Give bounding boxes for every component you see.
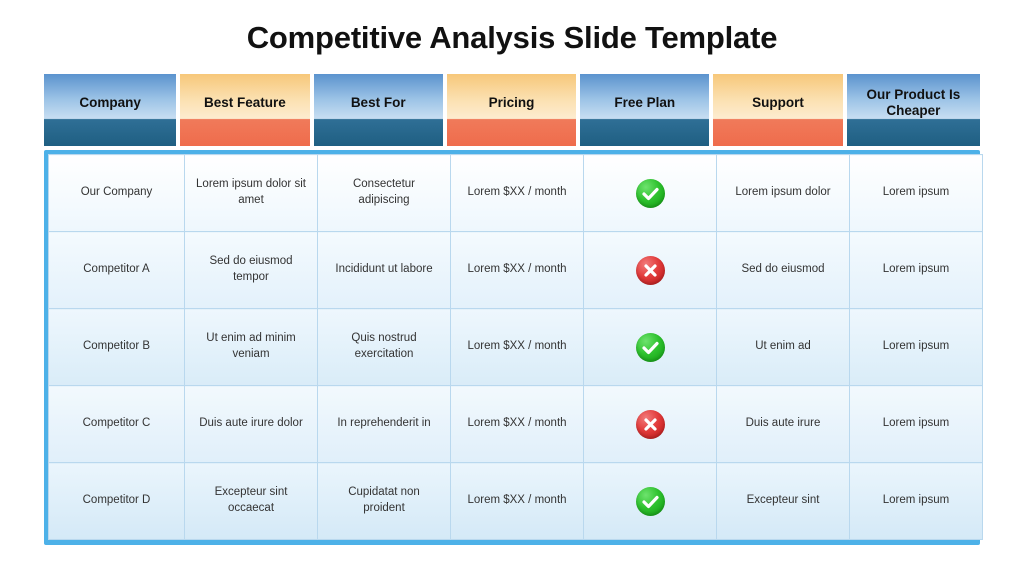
cell-pricing: Lorem $XX / month <box>451 463 584 540</box>
cell-support: Excepteur sint <box>717 463 850 540</box>
column-header-company <box>44 74 180 146</box>
column-header-best-feature <box>180 74 313 146</box>
cell-best-feature: Sed do eiusmod tempor <box>185 232 318 309</box>
cell-best-for: Cupidatat non proident <box>318 463 451 540</box>
cell-free-plan <box>584 232 717 309</box>
cell-pricing: Lorem $XX / month <box>451 386 584 463</box>
column-header-label: Best For <box>350 95 406 111</box>
cell-cheaper: Lorem ipsum <box>850 386 983 463</box>
check-icon <box>636 333 665 362</box>
column-header-cheaper <box>847 74 980 146</box>
column-header-free-plan <box>580 74 713 146</box>
cell-support: Sed do eiusmod <box>717 232 850 309</box>
cell-best-for: Incididunt ut labore <box>318 232 451 309</box>
column-header-best-for <box>314 74 447 146</box>
cell-best-feature: Ut enim ad minim veniam <box>185 309 318 386</box>
page-title: Competitive Analysis Slide Template <box>246 20 778 55</box>
check-icon <box>636 487 665 516</box>
cell-pricing: Lorem $XX / month <box>451 155 584 232</box>
table-row <box>49 463 983 540</box>
cell-support: Lorem ipsum dolor <box>717 155 850 232</box>
cell-company: Competitor A <box>49 232 185 309</box>
cell-pricing: Lorem $XX / month <box>451 309 584 386</box>
table-header-row <box>44 74 980 146</box>
cell-company: Competitor D <box>49 463 185 540</box>
cell-free-plan <box>584 386 717 463</box>
column-header-pricing <box>447 74 580 146</box>
column-header-label: Company <box>79 95 141 111</box>
cell-support: Ut enim ad <box>717 309 850 386</box>
cell-best-feature: Duis aute irure dolor <box>185 386 318 463</box>
cell-best-for: In reprehenderit in <box>318 386 451 463</box>
cell-cheaper: Lorem ipsum <box>850 463 983 540</box>
column-header-label: Free Plan <box>614 95 676 111</box>
table-row <box>49 386 983 463</box>
table-header <box>44 74 980 146</box>
table-row <box>49 309 983 386</box>
cell-company: Competitor C <box>49 386 185 463</box>
cell-free-plan <box>584 155 717 232</box>
cell-best-for: Consectetur adipiscing <box>318 155 451 232</box>
cell-free-plan <box>584 463 717 540</box>
table-body <box>48 154 983 540</box>
column-header-label: Best Feature <box>204 95 286 111</box>
cell-free-plan <box>584 309 717 386</box>
column-header-label: Support <box>752 95 804 111</box>
cell-company: Competitor B <box>49 309 185 386</box>
cross-icon <box>636 256 665 285</box>
cell-best-feature: Excepteur sint occaecat <box>185 463 318 540</box>
cell-support: Duis aute irure <box>717 386 850 463</box>
cell-cheaper: Lorem ipsum <box>850 309 983 386</box>
cross-icon <box>636 410 665 439</box>
cell-pricing: Lorem $XX / month <box>451 232 584 309</box>
cell-best-for: Quis nostrud exercitation <box>318 309 451 386</box>
table-body-frame <box>44 150 980 545</box>
cell-cheaper: Lorem ipsum <box>850 155 983 232</box>
cell-cheaper: Lorem ipsum <box>850 232 983 309</box>
check-icon <box>636 179 665 208</box>
cell-company: Our Company <box>49 155 185 232</box>
column-header-label: Pricing <box>488 95 535 111</box>
column-header-label: Our Product Is Cheaper <box>866 87 961 118</box>
table-row <box>49 155 983 232</box>
comparison-table <box>44 74 980 545</box>
cell-best-feature: Lorem ipsum dolor sit amet <box>185 155 318 232</box>
table-row <box>49 232 983 309</box>
column-header-support <box>713 74 846 146</box>
